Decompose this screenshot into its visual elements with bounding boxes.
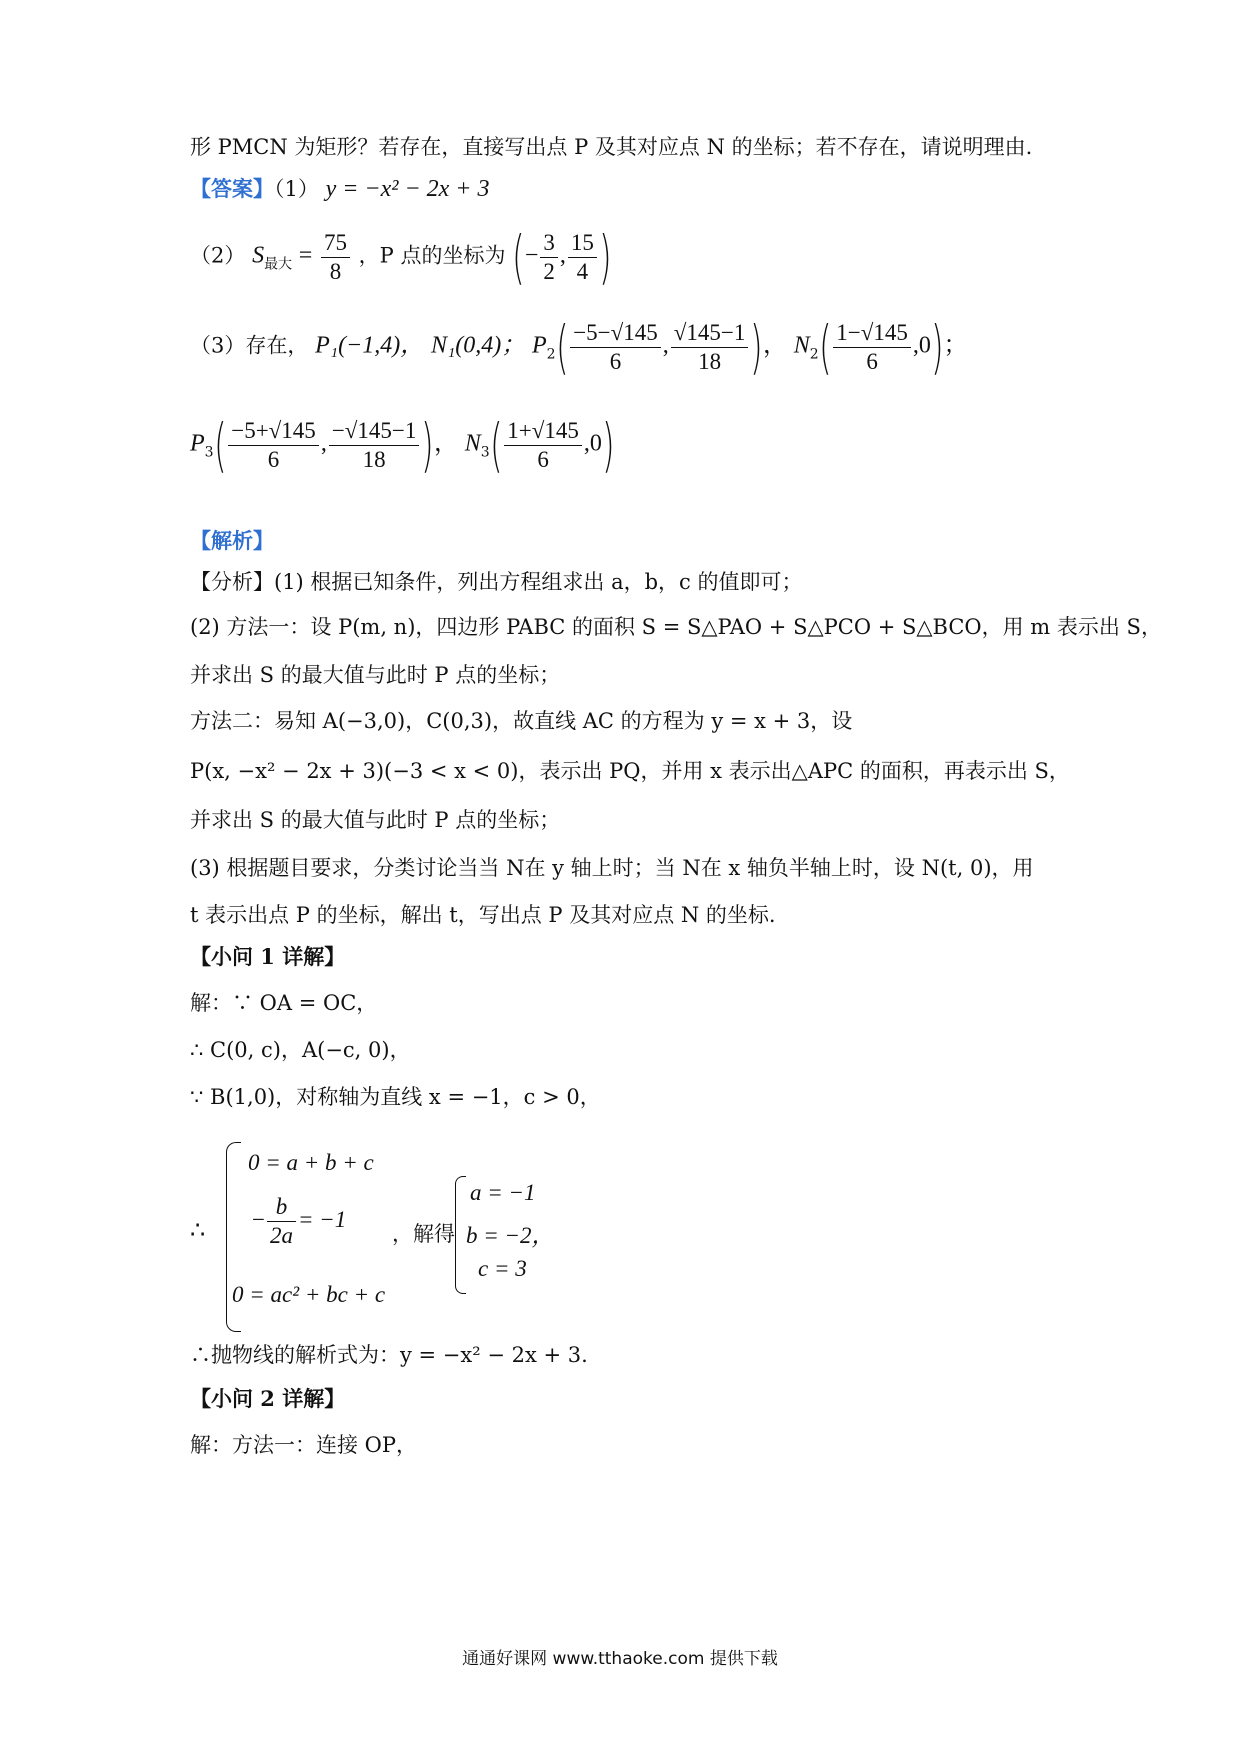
- equation-3: 0 = ac² + bc + c: [232, 1282, 386, 1307]
- answer-part1-expression: y = −x² − 2x + 3: [325, 176, 490, 202]
- point-P1: P₁(−1,4)，: [315, 332, 425, 359]
- answer-part3-line1: （3）存在， P₁(−1,4)， N₁(0,4)； $P_2$( $\frac{-5-√145}{6}$ , $\frac{√145-1}{18}$ )， $N_2$( $\frac{1-√145}{6}$ ,0)；: [190, 313, 968, 381]
- therefore-symbol: ∴: [190, 1218, 206, 1244]
- q1-line3: ∵ B(1,0)，对称轴为直线 x = −1，c > 0，: [190, 1085, 601, 1109]
- P3-y-fraction: $\frac{-√145-1}{18}$: [329, 418, 420, 473]
- q1-line1: 解：∵ OA = OC，: [190, 991, 378, 1015]
- analysis-line3b: P(x, −x² − 2x + 3)(−3 < x < 0)，表示出 PQ，并用 x 表示出△APC 的面积，再表示出 S，: [190, 759, 1070, 783]
- analysis-tag: 【解析】: [190, 528, 274, 553]
- P2-x-fraction: $\frac{-5-√145}{6}$: [570, 320, 661, 375]
- result-brace: [455, 1176, 466, 1294]
- point-y-fraction: $\frac{15}{4}$: [568, 230, 597, 285]
- answer-part2-label: （2）: [190, 243, 246, 268]
- answer-part2: （2） $S_{最大}$ = $\frac{75}{8}$ ，P 点的坐标为 (− $\frac{3}{2}$ , $\frac{15}{4}$ ): [190, 223, 612, 291]
- q1-line2: ∴ C(0, c)，A(−c, 0)，: [190, 1038, 411, 1062]
- analysis-line1: 【分析】(1) 根据已知条件，列出方程组求出 a，b，c 的值即可；: [190, 570, 803, 594]
- result-c: c = 3: [478, 1256, 527, 1281]
- answer-part3-label: （3）存在，: [190, 333, 309, 358]
- P2-y-fraction: $\frac{√145-1}{18}$: [671, 320, 749, 375]
- equation-2: − $\frac{b}{2a}$ = −1: [252, 1194, 347, 1248]
- q1-title: 【小问 1 详解】: [190, 944, 346, 969]
- area-symbol: S: [252, 242, 265, 269]
- answer-part3-line2: $P_3$( $\frac{-5+√145}{6}$ , $\frac{-√145-1}{18}$ )， $N_3$( $\frac{1+√145}{6}$ ,0): [190, 411, 615, 479]
- analysis-line4a: (3) 根据题目要求，分类讨论当当 N在 y 轴上时；当 N在 x 轴负半轴上时，设 N(t, 0)，用: [190, 856, 1034, 880]
- max-area-fraction: $\frac{75}{8}$: [321, 230, 350, 285]
- point-N1: N₁(0,4)；: [430, 332, 526, 359]
- equation-1: 0 = a + b + c: [248, 1150, 374, 1175]
- answer-part1-label: （1）: [274, 177, 319, 201]
- q2-line1: 解：方法一：连接 OP，: [190, 1433, 418, 1457]
- P3-x-fraction: $\frac{-5+√145}{6}$: [228, 418, 319, 473]
- analysis-line2b: 并求出 S 的最大值与此时 P 点的坐标；: [190, 663, 561, 687]
- result-a: a = −1: [470, 1180, 536, 1205]
- answer-tag: 【答案】: [190, 176, 274, 201]
- analysis-line4b: t 表示出点 P 的坐标，解出 t，写出点 P 及其对应点 N 的坐标.: [190, 903, 776, 927]
- answer-part1: [190, 174, 490, 204]
- point-x-fraction: $\frac{3}{2}$: [540, 230, 558, 285]
- page-footer: 通通好课网 www.tthaoke.com 提供下载: [462, 1649, 778, 1669]
- N3-x-fraction: $\frac{1+√145}{6}$: [504, 418, 582, 473]
- q2-title: 【小问 2 详解】: [190, 1386, 346, 1411]
- equals-sign: =: [298, 242, 313, 269]
- analysis-line3a: 方法二：易知 A(−3,0)，C(0,3)，故直线 AC 的方程为 y = x + 3，设: [190, 709, 853, 733]
- area-subscript: 最大: [264, 256, 293, 273]
- q1-conclusion: ∴抛物线的解析式为：y = −x² − 2x + 3.: [190, 1343, 588, 1367]
- analysis-line2a: (2) 方法一：设 P(m, n)，四边形 PABC 的面积 S = S△PAO + S△PCO + S△BCO，用 m 表示出 S，: [190, 615, 1162, 639]
- analysis-line3c: 并求出 S 的最大值与此时 P 点的坐标；: [190, 808, 561, 832]
- result-b: b = −2，: [466, 1223, 555, 1248]
- intro-text: 形 PMCN 为矩形？若存在，直接写出点 P 及其对应点 N 的坐标；若不存在，请说明理由.: [190, 135, 1033, 159]
- answer-part2-text: ，P 点的坐标为: [358, 243, 506, 268]
- N2-x-fraction: $\frac{1-√145}{6}$: [833, 320, 911, 375]
- solve-text: ，解得: [392, 1222, 455, 1246]
